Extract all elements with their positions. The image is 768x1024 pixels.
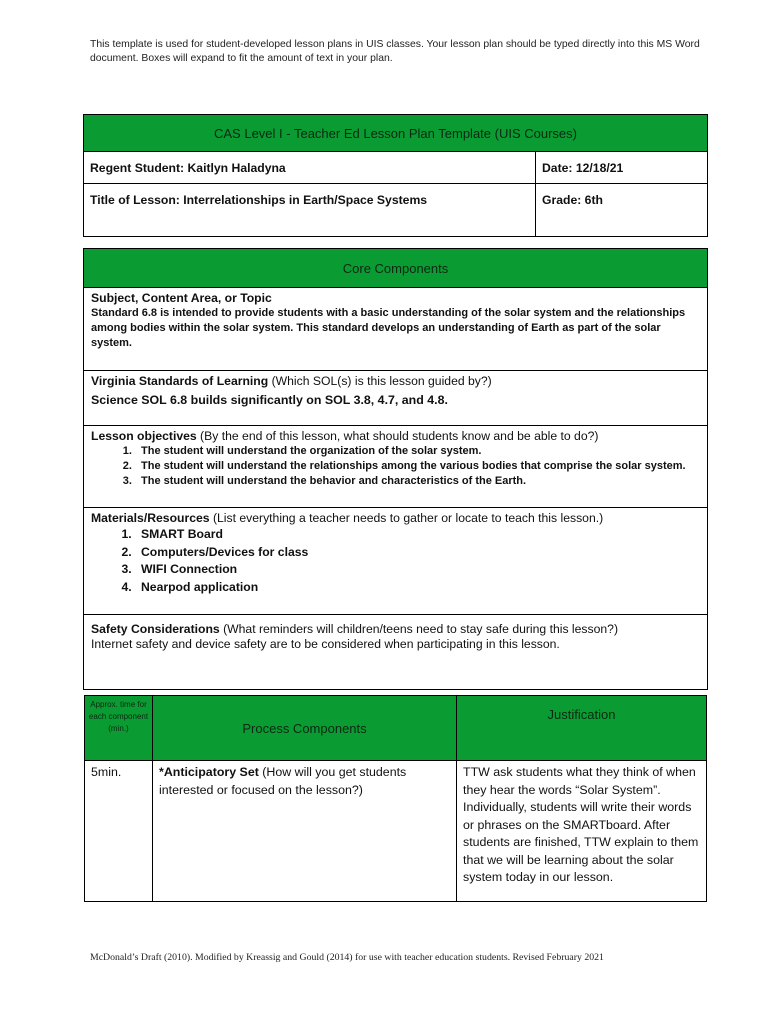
material-item: 4. Nearpod application xyxy=(135,579,603,597)
subject-heading: Subject, Content Area, or Topic xyxy=(91,291,272,305)
student-row xyxy=(84,151,707,183)
objective-item: 2. The student will understand the relationships among the various bodies that comprise the solar system. xyxy=(135,459,686,474)
materials-list xyxy=(135,526,603,596)
approx-time-header: Approx. time for each component (min.) xyxy=(85,696,153,760)
materials-note: (List everything a teacher needs to gather or locate to teach this lesson.) xyxy=(209,511,604,525)
sol-body: Science SOL 6.8 builds significantly on SOL 3.8, 4.7, and 4.8. xyxy=(91,393,448,407)
process-components-table xyxy=(84,695,707,902)
anticipatory-set-row xyxy=(85,760,706,901)
lesson-title: Title of Lesson: Interrelationships in Earth/Space Systems xyxy=(84,184,536,236)
footer-text: McDonald’s Draft (2010). Modified by Kreassig and Gould (2014) for use with teacher education students. Revised February 2021 xyxy=(90,952,604,963)
safety-note: (What reminders will children/teens need to stay safe during this lesson?) xyxy=(219,622,619,636)
objectives-section xyxy=(84,425,707,507)
anticipatory-set-heading: *Anticipatory Set xyxy=(159,765,259,779)
lesson-grade: Grade: 6th xyxy=(542,193,603,207)
intro-text: This template is used for student-developed lesson plans in UIS classes. Your lesson plan should be typed directly into this MS Word document. Boxes will expand to fit the amount of text in your plan. xyxy=(90,39,700,64)
material-item: 2. Computers/Devices for class xyxy=(135,544,603,562)
anticipatory-set-note: (How will you get students interested or focused on the lesson?) xyxy=(159,765,407,797)
objectives-list xyxy=(135,444,686,489)
title-row xyxy=(84,183,707,236)
objectives-heading: Lesson objectives xyxy=(91,429,197,443)
justification-header: Justification xyxy=(457,696,706,760)
header-table-title: CAS Level I - Teacher Ed Lesson Plan Template (UIS Courses) xyxy=(84,115,707,151)
safety-section xyxy=(84,614,707,689)
header-table xyxy=(83,114,708,237)
student-name: Regent Student: Kaitlyn Haladyna xyxy=(84,152,536,183)
objective-item: 1. The student will understand the organization of the solar system. xyxy=(135,444,686,459)
sol-heading: Virginia Standards of Learning xyxy=(91,374,269,388)
materials-section xyxy=(84,507,707,614)
subject-body: Standard 6.8 is intended to provide students with a basic understanding of the solar system and the relationships among bodies within the solar system. This standard develops an understanding of Earth as part of the solar system. xyxy=(91,307,686,349)
material-item: 1. SMART Board xyxy=(135,526,603,544)
row-component xyxy=(153,761,457,901)
core-components-table xyxy=(83,248,708,690)
subject-section xyxy=(84,287,707,370)
process-components-header: Process Components xyxy=(153,696,457,760)
safety-body: Internet safety and device safety are to be considered when participating in this lesson. xyxy=(91,637,560,651)
process-header-row xyxy=(85,696,706,760)
objectives-note: (By the end of this lesson, what should students know and be able to do?) xyxy=(196,429,599,443)
objective-item: 3. The student will understand the behavior and characteristics of the Earth. xyxy=(135,474,686,489)
core-components-title: Core Components xyxy=(84,249,707,287)
materials-heading: Materials/Resources xyxy=(91,511,210,525)
safety-heading: Safety Considerations xyxy=(91,622,220,636)
row-justification: TTW ask students what they think of when they hear the words “Solar System”. Individually, students will write their words or phrases on the SMARTboard. After students are finished, TTW explain to them that we will be learning about the solar system today in our lesson. xyxy=(463,765,699,884)
sol-section xyxy=(84,370,707,425)
sol-note: (Which SOL(s) is this lesson guided by?) xyxy=(268,374,492,388)
material-item: 3. WIFI Connection xyxy=(135,561,603,579)
lesson-date: Date: 12/18/21 xyxy=(542,161,624,175)
row-time: 5min. xyxy=(85,761,153,901)
